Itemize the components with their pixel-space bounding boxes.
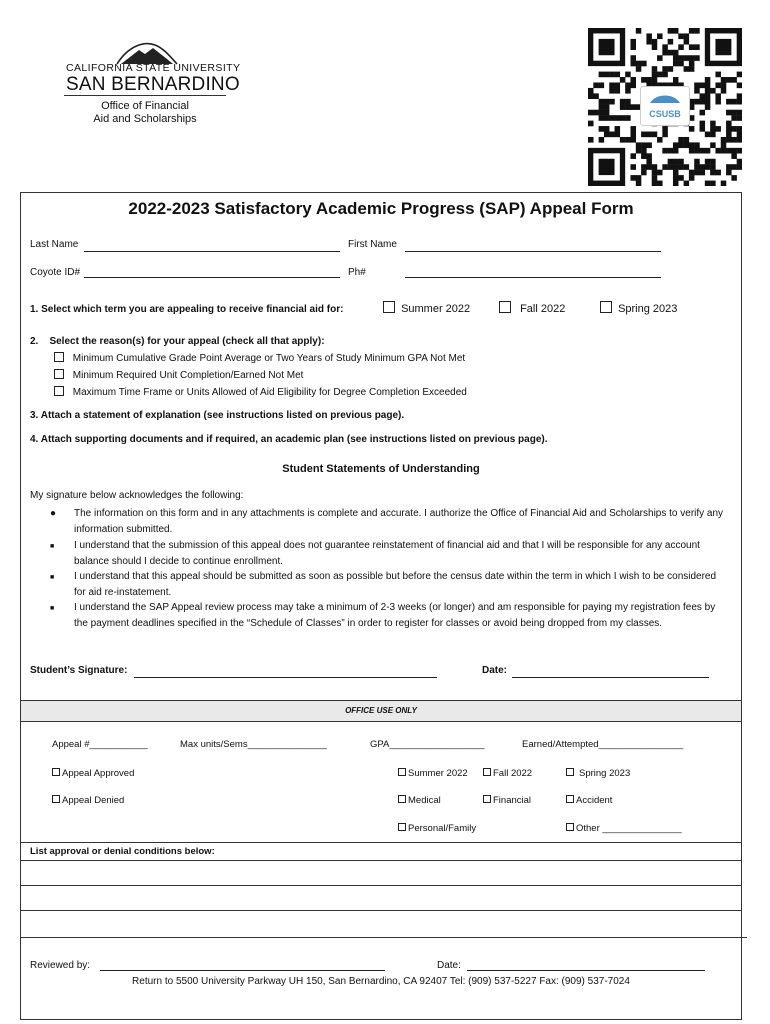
statement-text: I understand the SAP Appeal review process may take a minimum of 2-3 weeks (or longer) and am responsible for paying my registration fees by the payment deadlines specified in the “Schedule of Classes” in order to register for classes or avoid being dropped from my classes. xyxy=(74,602,716,629)
statement-item xyxy=(50,506,726,537)
office-name xyxy=(60,100,230,126)
divider xyxy=(21,842,741,843)
checkbox-icon[interactable] xyxy=(52,768,60,776)
checkbox-icon[interactable] xyxy=(566,823,574,831)
statement-text: I understand that the submission of this appeal does not guarantee reinstatement of financial aid and that I will be responsible for any account balance should I decide to continue enrollment. xyxy=(74,540,700,567)
medical-option[interactable] xyxy=(398,795,441,806)
term-option-summer[interactable] xyxy=(383,301,470,315)
csusb-mark-icon xyxy=(648,90,682,104)
form-title: 2022-2023 Satisfactory Academic Progress (SAP) Appeal Form xyxy=(128,199,634,218)
statements-intro: My signature below acknowledges the following: xyxy=(30,490,244,501)
phone-field[interactable] xyxy=(405,277,661,278)
first-name-field[interactable] xyxy=(405,251,661,252)
reason-option-units[interactable] xyxy=(54,369,303,381)
checkbox-icon[interactable] xyxy=(499,301,511,313)
office-name-line1: Office of Financial xyxy=(101,100,189,112)
checkbox-icon[interactable] xyxy=(398,823,406,831)
phone-label: Ph# xyxy=(348,267,366,278)
checkbox-icon[interactable] xyxy=(398,795,406,803)
checkbox-icon[interactable] xyxy=(566,768,574,776)
financial-label: Financial xyxy=(493,795,532,806)
office-fall-option[interactable] xyxy=(483,768,532,779)
accident-option[interactable] xyxy=(566,795,612,806)
statement-item xyxy=(50,600,726,631)
qr-badge xyxy=(640,86,690,126)
appeal-denied-label: Appeal Denied xyxy=(62,795,125,806)
statement-text: The information on this form and in any attachments is complete and accurate. I authorize the Office of Financial Aid and Scholarships to verify any information submitted. xyxy=(74,508,724,535)
other-option[interactable] xyxy=(566,823,682,834)
last-name-label: Last Name xyxy=(30,239,79,250)
appeal-approved-option[interactable] xyxy=(52,768,134,779)
student-signature-field[interactable] xyxy=(134,677,437,678)
checkbox-icon[interactable] xyxy=(600,301,612,313)
reason-option-gpa-label: Minimum Cumulative Grade Point Average or Two Years of Study Minimum GPA Not Met xyxy=(72,353,466,364)
office-use-label: OFFICE USE ONLY xyxy=(345,706,417,715)
term-option-summer-label: Summer 2022 xyxy=(401,303,471,315)
coyote-id-label: Coyote ID# xyxy=(30,267,81,278)
max-units-field[interactable]: Max units/Sems_______________ xyxy=(180,739,327,750)
bullet-icon: ■ xyxy=(50,574,55,581)
appeal-number-field[interactable]: Appeal #___________ xyxy=(52,739,148,750)
question-2: 2. Select the reason(s) for your appeal (check all that apply): xyxy=(30,336,325,347)
question-1: 1. Select which term you are appealing to receive financial aid for: xyxy=(30,304,344,315)
bullet-icon: ■ xyxy=(50,543,55,550)
last-name-field[interactable] xyxy=(84,251,340,252)
reviewed-by-label: Reviewed by: xyxy=(30,960,91,971)
checkbox-icon[interactable] xyxy=(566,795,574,803)
qr-code[interactable] xyxy=(588,28,742,186)
signature-date-field[interactable] xyxy=(512,677,709,678)
student-signature-label: Student’s Signature: xyxy=(30,665,128,676)
appeal-approved-label: Appeal Approved xyxy=(62,768,135,779)
reason-option-timeframe[interactable] xyxy=(54,386,467,398)
office-spring-option[interactable] xyxy=(566,768,630,779)
appeal-denied-option[interactable] xyxy=(52,795,124,806)
earned-attempted-field[interactable]: Earned/Attempted________________ xyxy=(522,739,684,750)
checkbox-icon[interactable] xyxy=(383,301,395,313)
checkbox-icon[interactable] xyxy=(54,386,64,396)
medical-label: Medical xyxy=(408,795,441,806)
question-4: 4. Attach supporting documents and if required, an academic plan (see instructions listed on previous page). xyxy=(30,434,548,445)
office-summer-option[interactable] xyxy=(398,768,468,779)
financial-option[interactable] xyxy=(483,795,531,806)
university-name-line2: SAN BERNARDINO xyxy=(66,74,240,95)
office-summer-label: Summer 2022 xyxy=(408,768,468,779)
statement-item xyxy=(50,569,726,600)
conditions-line-4[interactable] xyxy=(21,937,747,938)
personal-family-option[interactable] xyxy=(398,823,476,834)
university-name-line1: CALIFORNIA STATE UNIVERSITY xyxy=(66,62,241,74)
office-spring-label: Spring 2023 xyxy=(579,768,631,779)
coyote-id-field[interactable] xyxy=(84,277,340,278)
signature-date-label: Date: xyxy=(482,665,508,676)
checkbox-icon[interactable] xyxy=(54,352,64,362)
other-label: Other _______________ xyxy=(576,823,682,834)
reason-option-units-label: Minimum Required Unit Completion/Earned Not Met xyxy=(72,370,304,381)
office-fall-label: Fall 2022 xyxy=(493,768,533,779)
reviewed-date-field[interactable] xyxy=(467,970,705,971)
bullet-icon: ● xyxy=(50,508,57,519)
conditions-line-1[interactable] xyxy=(21,860,741,861)
checkbox-icon[interactable] xyxy=(52,795,60,803)
question-3: 3. Attach a statement of explanation (see instructions listed on previous page). xyxy=(30,410,405,421)
bullet-icon: ■ xyxy=(50,605,55,612)
reason-option-timeframe-label: Maximum Time Frame or Units Allowed of Aid Eligibility for Degree Completion Exceeded xyxy=(72,387,467,398)
logo-divider xyxy=(64,95,226,96)
checkbox-icon[interactable] xyxy=(398,768,406,776)
term-option-spring[interactable] xyxy=(600,301,677,315)
gpa-field[interactable]: GPA__________________ xyxy=(370,739,485,750)
return-address: Return to 5500 University Parkway UH 150, San Bernardino, CA 92407 Tel: (909) 537-5227 Fax: (909) 537-7024 xyxy=(132,976,630,987)
first-name-label: First Name xyxy=(348,239,397,250)
conditions-line-2[interactable] xyxy=(21,885,741,886)
conditions-label: List approval or denial conditions below: xyxy=(30,846,215,857)
office-name-line2: Aid and Scholarships xyxy=(93,113,197,125)
statement-text: I understand that this appeal should be submitted as soon as possible but before the census date within the term in which I wish to be considered for aid re-instatement. xyxy=(74,571,717,598)
qr-badge-label: CSUSB xyxy=(649,109,681,119)
term-option-fall[interactable] xyxy=(499,301,565,315)
checkbox-icon[interactable] xyxy=(483,795,491,803)
term-option-fall-label: Fall 2022 xyxy=(520,303,566,315)
personal-family-label: Personal/Family xyxy=(408,823,477,834)
statement-item xyxy=(50,538,726,569)
reason-option-gpa[interactable] xyxy=(54,352,465,364)
reviewed-by-field[interactable] xyxy=(100,970,385,971)
checkbox-icon[interactable] xyxy=(483,768,491,776)
checkbox-icon[interactable] xyxy=(54,369,64,379)
reviewed-date-label: Date: xyxy=(437,960,461,971)
statements-heading: Student Statements of Understanding xyxy=(282,463,480,475)
accident-label: Accident xyxy=(576,795,613,806)
term-option-spring-label: Spring 2023 xyxy=(618,303,678,315)
conditions-line-3[interactable] xyxy=(21,910,741,911)
